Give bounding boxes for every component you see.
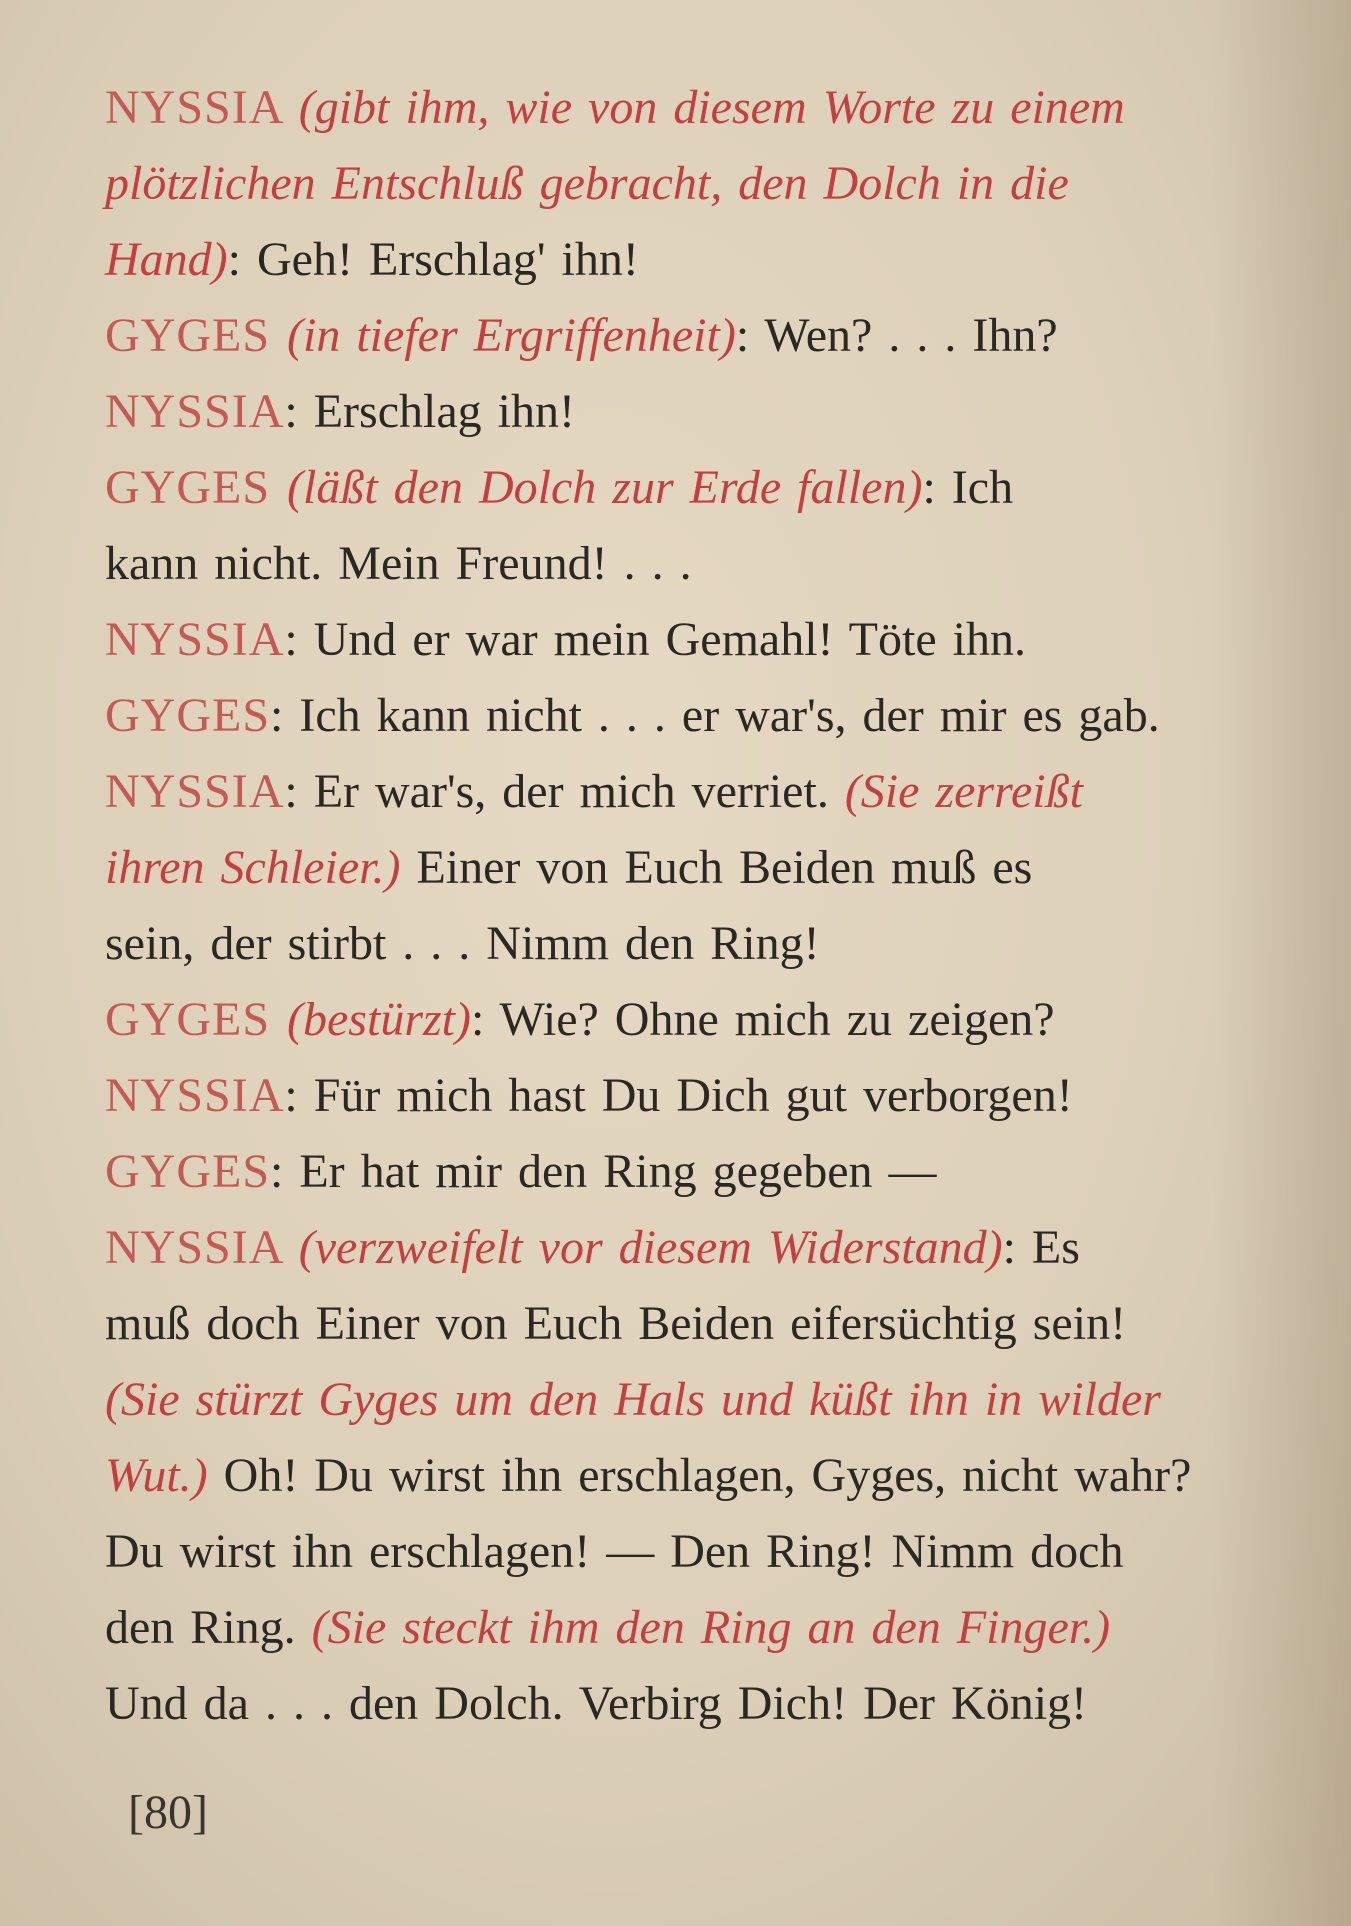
text-line xyxy=(105,1286,1285,1362)
stage-direction: (verzweifelt vor diesem Widerstand) xyxy=(298,1221,1003,1274)
stage-direction: (Sie stürzt Gyges um den Hals und küßt ihn in wilder xyxy=(105,1373,1161,1426)
text-line xyxy=(105,222,1285,298)
dialogue-text: : Wen? . . . Ihn? xyxy=(735,309,1058,362)
dialogue-text: muß doch Einer von Euch Beiden eifersüchtig sein! xyxy=(105,1297,1127,1350)
dialogue-text: Und da . . . den Dolch. Verbirg Dich! Der König! xyxy=(105,1677,1088,1730)
speaker-name: GYGES xyxy=(105,689,271,742)
text-line xyxy=(105,146,1285,222)
speaker-name: NYSSIA xyxy=(105,81,299,134)
text-line xyxy=(105,1058,1285,1134)
speaker-name: NYSSIA xyxy=(105,385,285,438)
text-line xyxy=(105,1514,1285,1590)
dialogue-text: Du wirst ihn erschlagen! — Den Ring! Nimm doch xyxy=(105,1525,1124,1578)
text-line xyxy=(105,526,1285,602)
text-line xyxy=(105,830,1285,906)
stage-direction: (in tiefer Ergriffenheit) xyxy=(287,309,736,362)
speaker-name: NYSSIA xyxy=(105,1221,299,1274)
stage-direction: plötzlichen Entschluß gebracht, den Dolch in die xyxy=(105,157,1069,210)
stage-direction: (Sie steckt ihm den Ring an den Finger.) xyxy=(311,1601,1111,1654)
speaker-name: GYGES xyxy=(105,309,288,362)
dialogue-text: : Erschlag ihn! xyxy=(284,385,575,438)
stage-direction: (bestürzt) xyxy=(287,993,471,1046)
text-line xyxy=(105,678,1285,754)
dialogue-text: : Wie? Ohne mich zu zeigen? xyxy=(471,993,1055,1046)
text-line xyxy=(105,1362,1285,1438)
dialogue-text: : Er war's, der mich verriet. xyxy=(284,765,845,818)
stage-direction: (läßt den Dolch zur Erde fallen) xyxy=(287,461,923,514)
text-line xyxy=(105,1438,1285,1514)
book-page-text xyxy=(105,70,1285,1742)
dialogue-text: sein, der stirbt . . . Nimm den Ring! xyxy=(105,917,820,970)
text-line xyxy=(105,298,1285,374)
text-line xyxy=(105,982,1285,1058)
dialogue-text: Oh! Du wirst ihn erschlagen, Gyges, nicht wahr? xyxy=(207,1449,1192,1502)
text-line xyxy=(105,906,1285,982)
stage-direction: Hand) xyxy=(105,233,228,286)
stage-direction: ihren Schleier.) xyxy=(105,841,401,894)
dialogue-text: : Es xyxy=(1002,1221,1080,1274)
page-number: [80] xyxy=(128,1786,208,1839)
speaker-name: GYGES xyxy=(105,461,288,514)
dialogue-text: : Und er war mein Gemahl! Töte ihn. xyxy=(284,613,1026,666)
stage-direction: (gibt ihm, wie von diesem Worte zu einem xyxy=(298,81,1125,134)
text-line xyxy=(105,602,1285,678)
text-line xyxy=(105,1134,1285,1210)
text-line xyxy=(105,450,1285,526)
dialogue-text: kann nicht. Mein Freund! . . . xyxy=(105,537,692,590)
stage-direction: (Sie zerreißt xyxy=(844,765,1083,818)
speaker-name: NYSSIA xyxy=(105,765,285,818)
dialogue-text: den Ring. xyxy=(105,1601,312,1654)
dialogue-text: : Für mich hast Du Dich gut verborgen! xyxy=(284,1069,1073,1122)
text-line xyxy=(105,1666,1285,1742)
text-line xyxy=(105,754,1285,830)
dialogue-text: Einer von Euch Beiden muß es xyxy=(400,841,1033,894)
dialogue-text: : Er hat mir den Ring gegeben — xyxy=(270,1145,937,1198)
dialogue-text: : Ich kann nicht . . . er war's, der mir es gab. xyxy=(270,689,1160,742)
dialogue-text: : Geh! Erschlag' ihn! xyxy=(227,233,639,286)
text-line xyxy=(105,374,1285,450)
text-line xyxy=(105,1590,1285,1666)
text-line xyxy=(105,70,1285,146)
speaker-name: NYSSIA xyxy=(105,1069,285,1122)
speaker-name: GYGES xyxy=(105,993,288,1046)
text-line xyxy=(105,1210,1285,1286)
stage-direction: Wut.) xyxy=(105,1449,208,1502)
speaker-name: NYSSIA xyxy=(105,613,285,666)
speaker-name: GYGES xyxy=(105,1145,271,1198)
dialogue-text: : Ich xyxy=(922,461,1014,514)
